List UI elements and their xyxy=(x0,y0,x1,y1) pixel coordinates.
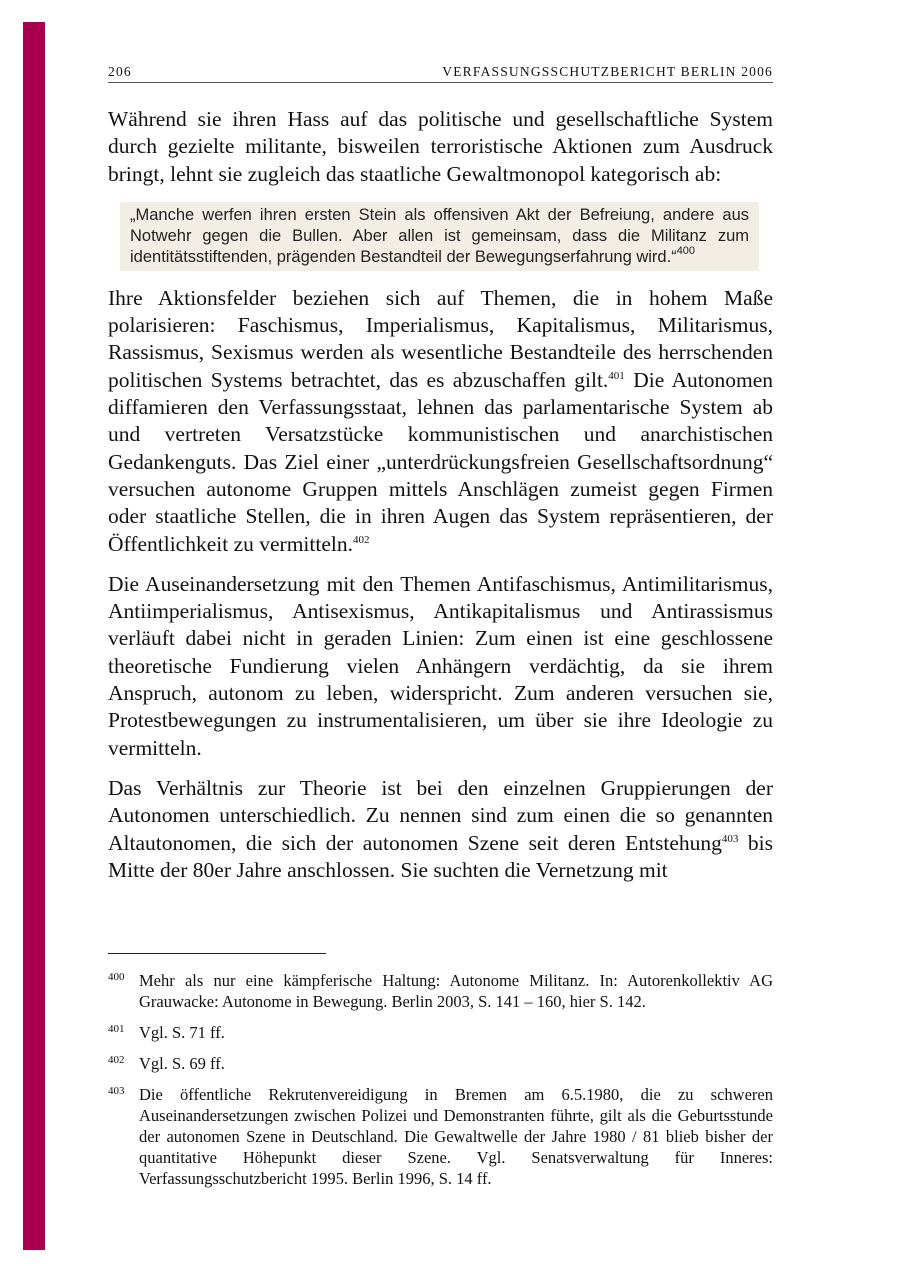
paragraph-2-text-b: Die Autonomen diffamieren den Verfassungsstaat, lehnen das parlamentarische System ab und vertreten Versatzstücke kommunistischen und anarchistischen Gedankenguts. Das Ziel einer „unterdrückungsfreien Gesellschaftsordnung“ versuchen autonome Gruppen mittels Anschlägen zumeist gegen Firmen oder staatliche Stellen, die in ihren Augen das System repräsentieren, der Öffentlichkeit zu vermitteln. xyxy=(108,367,774,556)
chapter-color-bar xyxy=(23,22,45,1250)
footnote-separator xyxy=(108,953,326,954)
paragraph-2-text-a: Ihre Aktionsfelder beziehen sich auf Themen, die in hohem Maße polarisieren: Faschismus, Imperialismus, Kapitalismus, Militarismus, Rassismus, Sexismus werden als wesentliche Bestandteile des herrschenden politischen Systems betrachtet, das es abzuschaffen gilt. xyxy=(108,285,773,392)
paragraph-2 xyxy=(108,285,773,558)
footnote-text: Mehr als nur eine kämpferische Haltung: Autonome Militanz. In: Autorenkollektiv AG Grauwacke: Autonome in Bewegung. Berlin 2003, S. 141 – 160, hier S. 142. xyxy=(139,971,773,1011)
footnote-ref-400[interactable]: 400 xyxy=(676,244,696,257)
footnote-400 xyxy=(108,970,773,1012)
footnote-402 xyxy=(108,1053,773,1074)
block-quote xyxy=(120,202,759,271)
running-title: VERFASSUNGSSCHUTZBERICHT BERLIN 2006 xyxy=(442,64,773,79)
footnote-number: 402 xyxy=(108,1054,125,1066)
footnote-number: 400 xyxy=(108,971,125,983)
paragraph-4-text-a: Das Verhältnis zur Theorie ist bei den einzelnen Gruppierungen der Autonomen unterschiedlich. Zu nennen sind zum einen die so genannten Altautonomen, die sich der autonomen Szene seit deren Entstehung xyxy=(108,775,773,855)
footnote-ref-401[interactable]: 401 xyxy=(608,369,625,382)
footnote-ref-402[interactable]: 402 xyxy=(352,533,370,546)
paragraph-3: Die Auseinandersetzung mit den Themen Antifaschismus, Antimilitarismus, Antiimperialismus, Antisexismus, Antikapitalismus und Antirassismus verläuft dabei nicht in geraden Linien: Zum einen ist eine geschlossene theoretische Fundierung vielen Anhängern verdächtig, da sie ihrem Anspruch, autonom zu leben, widerspricht. Zum anderen versuchen sie, Protestbewegungen zu instrumentalisieren, um über sie ihre Ideologie zu vermitteln. xyxy=(108,571,773,760)
paragraph-1: Während sie ihren Hass auf das politische und gesellschaftliche System durch gezielte militante, bisweilen terroristische Aktionen zum Ausdruck bringt, lehnt sie zugleich das staatliche Gewaltmonopol kategorisch ab: xyxy=(108,107,773,186)
paragraph-4 xyxy=(108,775,773,884)
quote-text: „Manche werfen ihren ersten Stein als offensiven Akt der Befreiung, andere aus Notwehr gegen die Bullen. Aber allen ist gemeinsam, dass die Militanz zum identitätsstiftenden, prägenden Bestandteil der Bewegungserfahrung wird.“ xyxy=(130,205,749,266)
footnote-ref-403[interactable]: 403 xyxy=(721,832,739,845)
footnote-text: Vgl. S. 69 ff. xyxy=(139,1054,225,1073)
footnote-text: Vgl. S. 71 ff. xyxy=(139,1023,225,1042)
page-number: 206 xyxy=(108,64,132,79)
paragraph-4-text-b: bis Mitte der 80er Jahre anschlossen. Sie suchten die Vernetzung mit xyxy=(108,830,773,882)
footnote-403 xyxy=(108,1084,773,1189)
main-text xyxy=(108,106,773,897)
footnotes xyxy=(108,970,773,1199)
running-header xyxy=(108,64,773,83)
footnote-401 xyxy=(108,1022,773,1043)
footnote-number: 401 xyxy=(108,1023,125,1035)
footnote-number: 403 xyxy=(108,1085,125,1097)
footnote-text: Die öffentliche Rekrutenvereidigung in Bremen am 6.5.1980, die zu schweren Auseinandersetzungen zwischen Polizei und Demonstranten führte, gilt als die Geburtsstunde der autonomen Szene in Deutschland. Die Gewaltwelle der Jahre 1980 / 81 blieb bisher der quantitative Höhepunkt dieser Szene. Vgl. Senatsverwaltung für Inneres: Verfassungsschutzbericht 1995. Berlin 1996, S. 14 ff. xyxy=(139,1085,773,1188)
